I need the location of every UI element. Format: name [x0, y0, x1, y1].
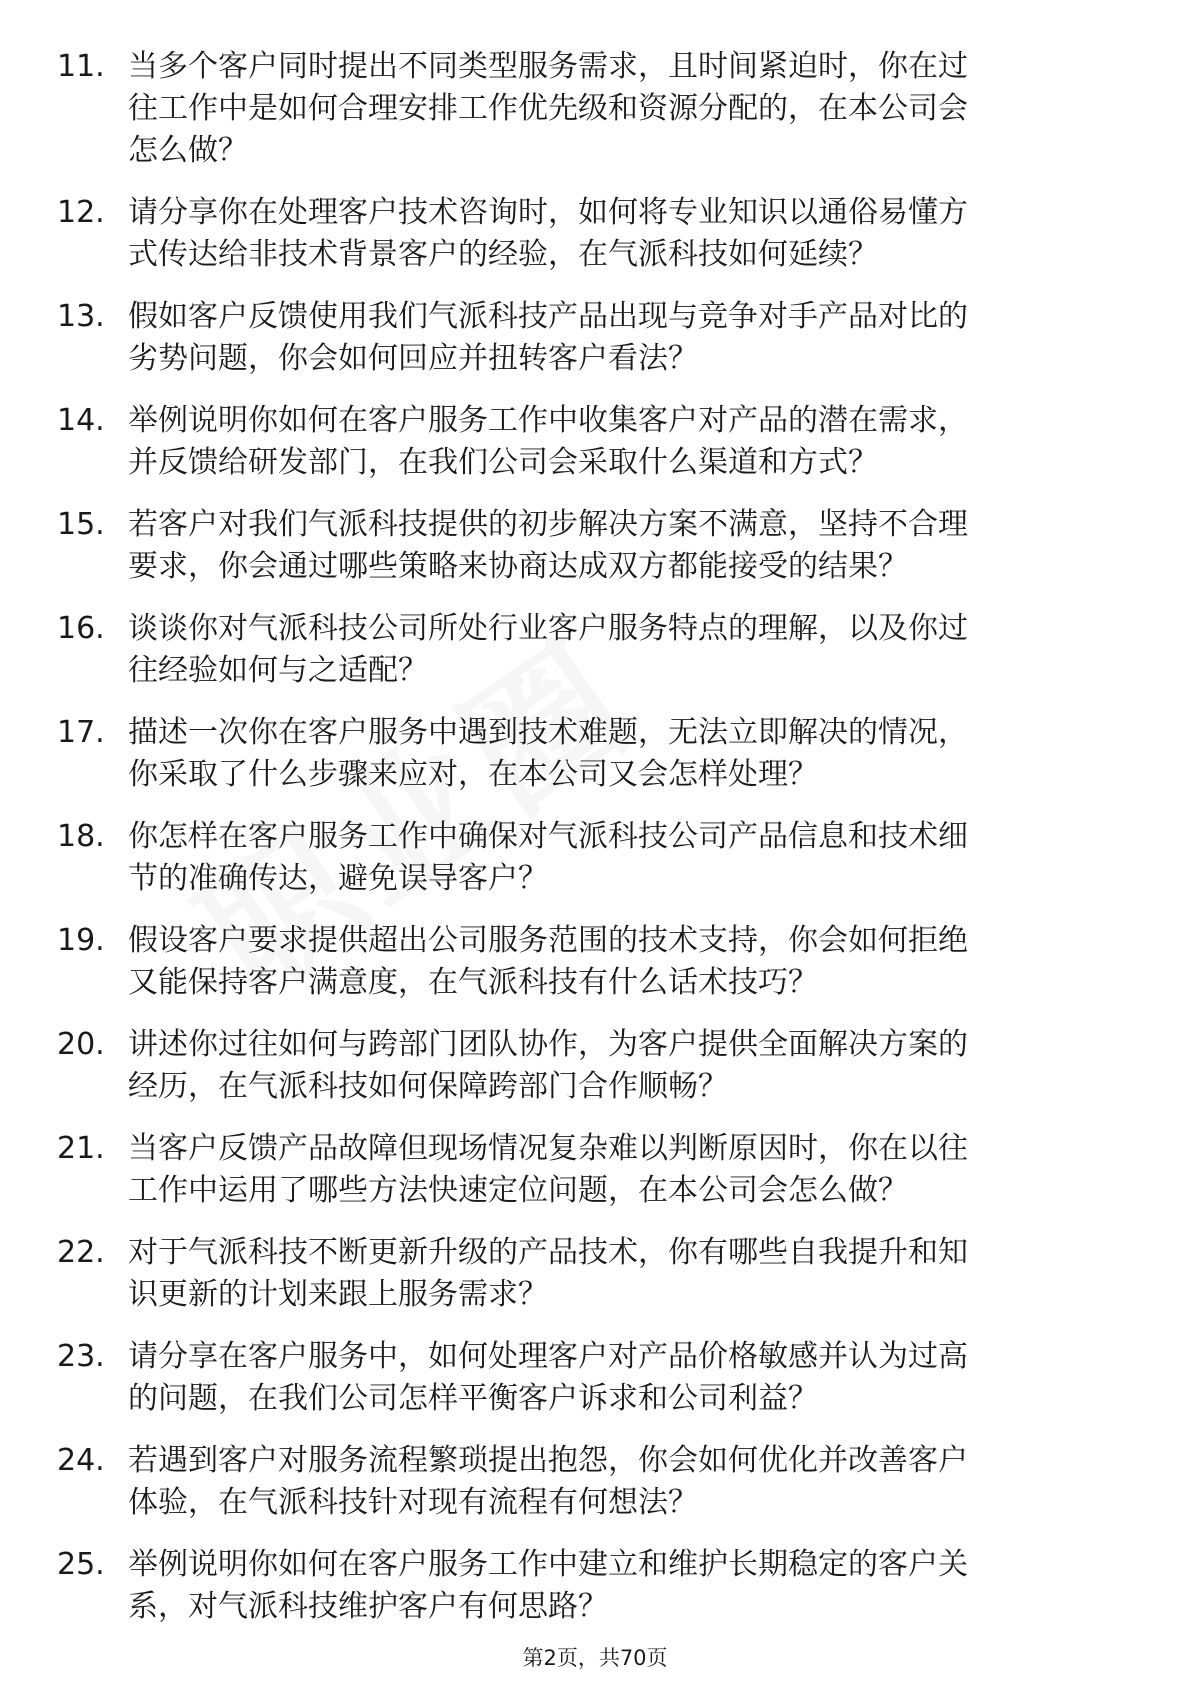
question-number: 20. — [57, 1027, 105, 1062]
question-number: 24. — [57, 1443, 105, 1478]
question-text — [128, 1544, 1118, 1628]
question-number: 13. — [57, 299, 105, 334]
question-text — [128, 608, 1118, 692]
question-line: 往工作中是如何合理安排工作优先级和资源分配的，在本公司会 — [128, 91, 968, 126]
question-line: 你怎样在客户服务工作中确保对气派科技公司产品信息和技术细 — [128, 819, 968, 854]
question-line: 的问题，在我们公司怎样平衡客户诉求和公司利益？ — [128, 1381, 818, 1416]
question-line: 对于气派科技不断更新升级的产品技术，你有哪些自我提升和知 — [128, 1235, 968, 1270]
question-number: 19. — [57, 923, 105, 958]
question-line: 要求，你会通过哪些策略来协商达成双方都能接受的结果？ — [128, 549, 908, 584]
question-line: 假如客户反馈使用我们气派科技产品出现与竞争对手产品对比的 — [128, 299, 968, 334]
question-number: 11. — [57, 49, 105, 84]
question-line: 假设客户要求提供超出公司服务范围的技术支持，你会如何拒绝 — [128, 923, 968, 958]
question-item — [0, 816, 1190, 920]
question-line: 请分享在客户服务中，如何处理客户对产品价格敏感并认为过高 — [128, 1339, 968, 1374]
question-number: 16. — [57, 611, 105, 646]
question-line: 你采取了什么步骤来应对，在本公司又会怎样处理？ — [128, 757, 818, 792]
question-item — [0, 608, 1190, 712]
question-text — [128, 504, 1118, 588]
question-number: 17. — [57, 715, 105, 750]
question-number: 25. — [57, 1547, 105, 1582]
question-line: 谈谈你对气派科技公司所处行业客户服务特点的理解，以及你过 — [128, 611, 968, 646]
question-line: 式传达给非技术背景客户的经验，在气派科技如何延续？ — [128, 237, 878, 272]
question-line: 经历，在气派科技如何保障跨部门合作顺畅？ — [128, 1069, 728, 1104]
question-item — [0, 1024, 1190, 1128]
question-item — [0, 1232, 1190, 1336]
question-number: 18. — [57, 819, 105, 854]
question-item — [0, 1544, 1190, 1648]
question-number: 15. — [57, 507, 105, 542]
question-text — [128, 816, 1118, 900]
question-text — [128, 920, 1118, 1004]
question-line: 识更新的计划来跟上服务需求？ — [128, 1277, 548, 1312]
question-text — [128, 192, 1118, 276]
question-item — [0, 920, 1190, 1024]
question-number: 12. — [57, 195, 105, 230]
question-list — [0, 46, 1190, 1648]
question-item — [0, 1128, 1190, 1232]
question-item — [0, 46, 1190, 192]
question-line: 当多个客户同时提出不同类型服务需求，且时间紧迫时，你在过 — [128, 49, 968, 84]
question-line: 讲述你过往如何与跨部门团队协作，为客户提供全面解决方案的 — [128, 1027, 968, 1062]
question-item — [0, 504, 1190, 608]
question-line: 若遇到客户对服务流程繁琐提出抱怨，你会如何优化并改善客户 — [128, 1443, 968, 1478]
question-text — [128, 1440, 1118, 1524]
question-line: 当客户反馈产品故障但现场情况复杂难以判断原因时，你在以往 — [128, 1131, 968, 1166]
question-line: 往经验如何与之适配？ — [128, 653, 428, 688]
question-item — [0, 400, 1190, 504]
question-line: 并反馈给研发部门，在我们公司会采取什么渠道和方式？ — [128, 445, 878, 480]
question-item — [0, 192, 1190, 296]
question-line: 体验，在气派科技针对现有流程有何想法？ — [128, 1485, 698, 1520]
question-text — [128, 712, 1118, 796]
question-line: 系，对气派科技维护客户有何思路？ — [128, 1589, 608, 1624]
question-text — [128, 1128, 1118, 1212]
question-line: 节的准确传达，避免误导客户？ — [128, 861, 548, 896]
question-text — [128, 1336, 1118, 1420]
question-text — [128, 1024, 1118, 1108]
question-text — [128, 400, 1118, 484]
page-footer: 第2页，共70页 — [522, 1646, 668, 1670]
question-item — [0, 712, 1190, 816]
question-text — [128, 296, 1118, 380]
question-line: 举例说明你如何在客户服务工作中建立和维护长期稳定的客户关 — [128, 1547, 968, 1582]
question-line: 请分享你在处理客户技术咨询时，如何将专业知识以通俗易懂方 — [128, 195, 968, 230]
question-line: 怎么做？ — [128, 133, 248, 168]
question-item — [0, 1440, 1190, 1544]
question-text — [128, 1232, 1118, 1316]
question-line: 劣势问题，你会如何回应并扭转客户看法？ — [128, 341, 698, 376]
question-line: 工作中运用了哪些方法快速定位问题，在本公司会怎么做？ — [128, 1173, 908, 1208]
question-number: 14. — [57, 403, 105, 438]
question-number: 23. — [57, 1339, 105, 1374]
question-item — [0, 296, 1190, 400]
question-line: 举例说明你如何在客户服务工作中收集客户对产品的潜在需求， — [128, 403, 968, 438]
question-text — [128, 46, 1118, 172]
question-line: 若客户对我们气派科技提供的初步解决方案不满意，坚持不合理 — [128, 507, 968, 542]
question-item — [0, 1336, 1190, 1440]
question-number: 22. — [57, 1235, 105, 1270]
question-number: 21. — [57, 1131, 105, 1166]
question-line: 描述一次你在客户服务中遇到技术难题，无法立即解决的情况， — [128, 715, 968, 750]
question-line: 又能保持客户满意度，在气派科技有什么话术技巧？ — [128, 965, 818, 1000]
